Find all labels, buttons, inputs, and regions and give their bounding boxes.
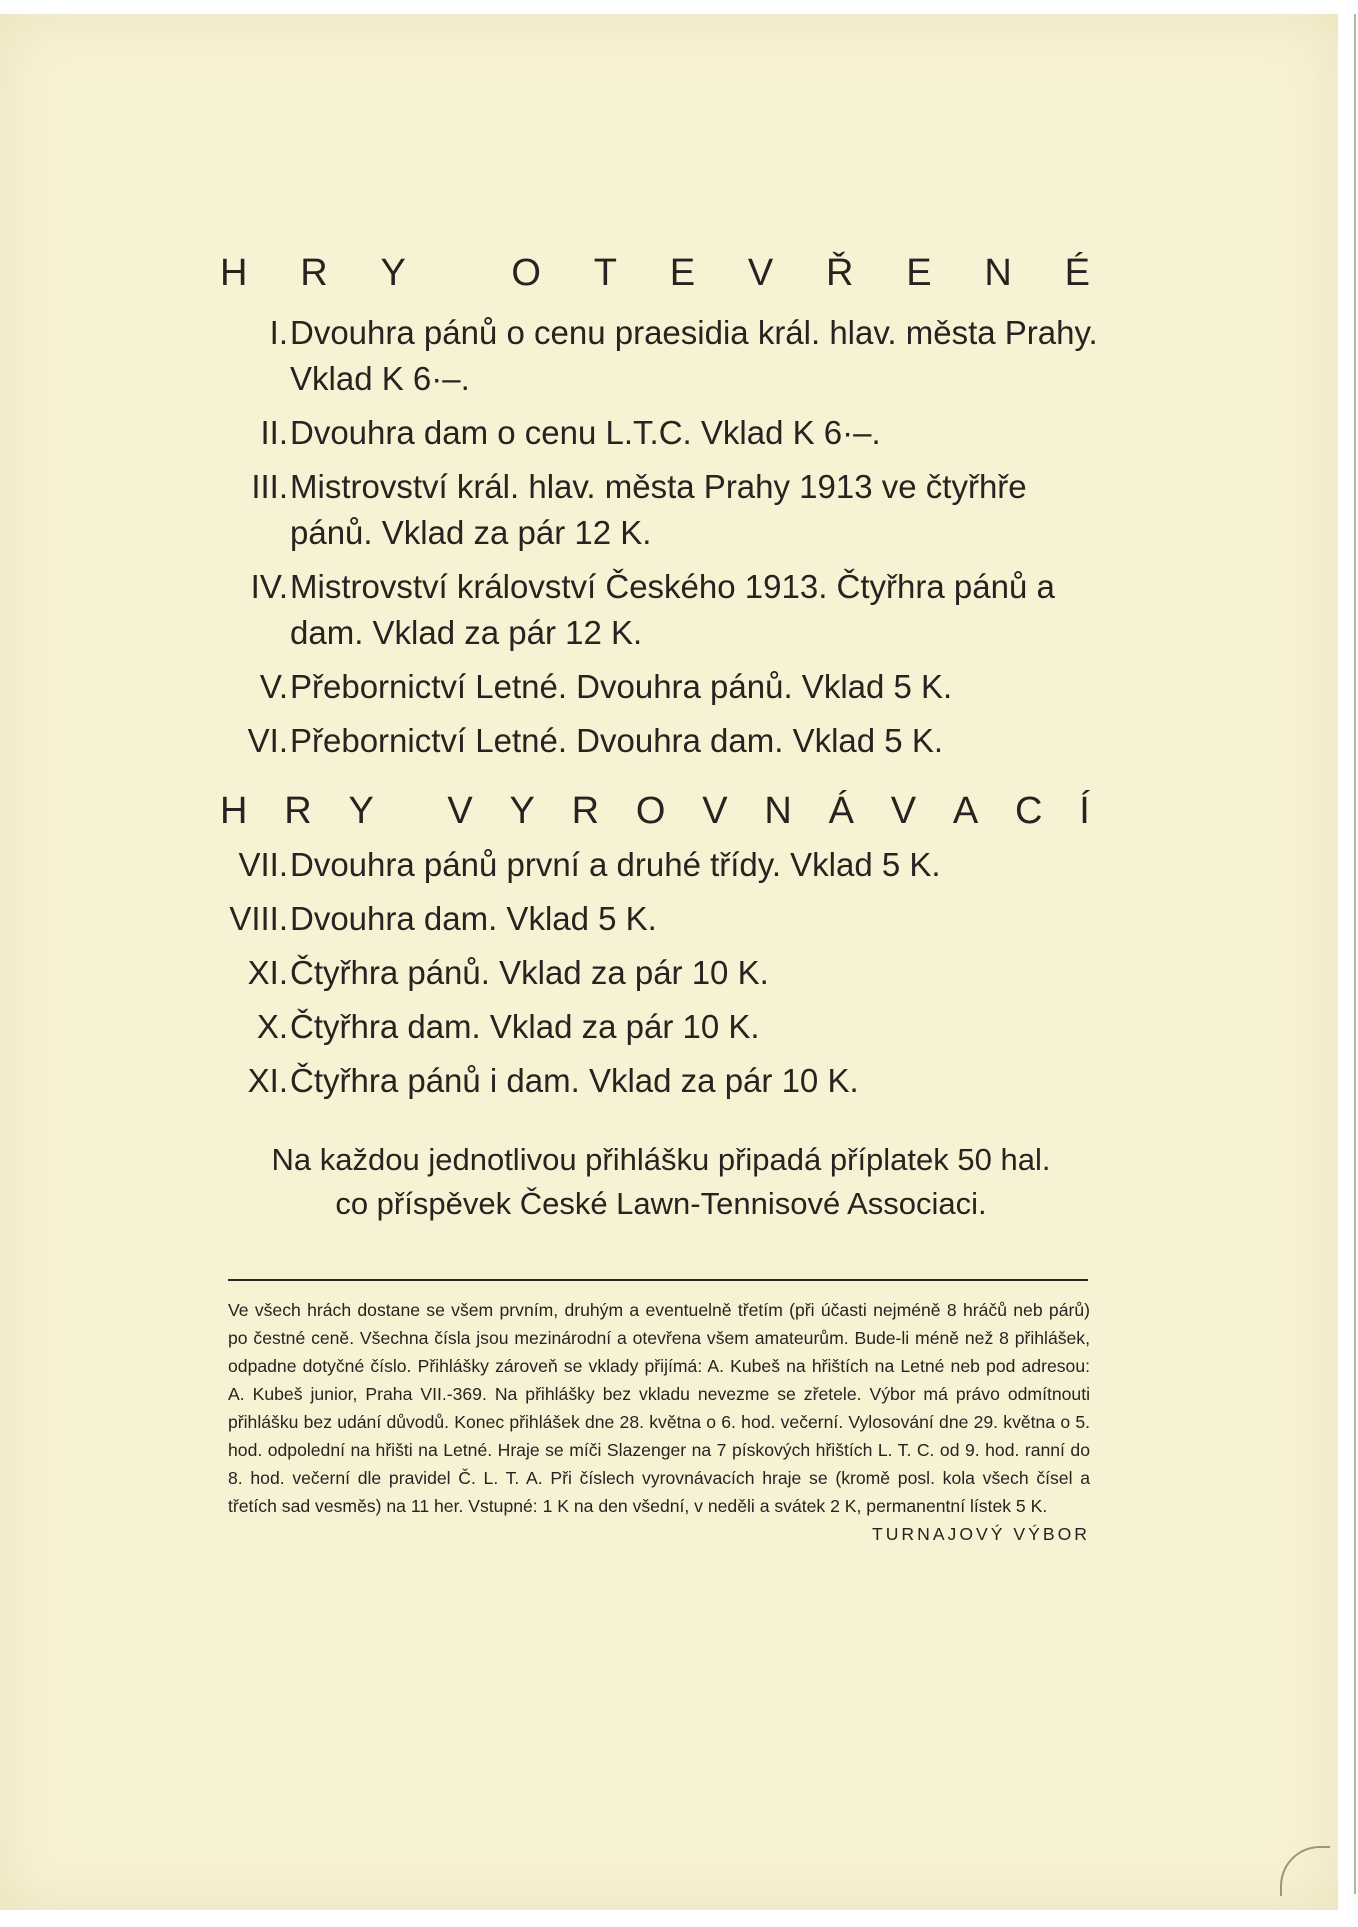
heading-letter: O: [635, 790, 666, 832]
item-number: II.: [260, 414, 288, 451]
heading-letter: V: [890, 790, 917, 832]
item-text: Čtyřhra pánů. Vklad za pár 10 K.: [290, 954, 769, 991]
list-item: [220, 664, 1100, 710]
heading-letter: N: [764, 790, 792, 832]
heading-letter: Ř: [826, 252, 854, 294]
item-number: IV.: [250, 568, 288, 605]
paper-edge: [1354, 14, 1356, 1894]
item-text: Přebornictví Letné. Dvouhra dam. Vklad 5 K.: [290, 722, 944, 759]
heading-letter: V: [702, 790, 728, 832]
heading-letter: Í: [1079, 790, 1090, 832]
fine-print: [228, 1296, 1090, 1548]
heading-handicap-games: [220, 790, 1090, 833]
heading-letter: E: [906, 252, 932, 294]
item-text: Dvouhra pánů o cenu praesidia král. hlav. města Prahy. Vklad K 6·–.: [290, 314, 1098, 397]
item-text: Přebornictví Letné. Dvouhra pánů. Vklad 5 K.: [290, 668, 953, 705]
list-item: [220, 310, 1100, 402]
item-text: Čtyřhra pánů i dam. Vklad za pár 10 K.: [290, 1062, 859, 1099]
item-number: XI.: [247, 954, 288, 991]
item-text: Mistrovství král. hlav. města Prahy 1913 ve čtyřhře pánů. Vklad za pár 12 K.: [290, 468, 1027, 551]
fine-print-text: Ve všech hrách dostane se všem prvním, druhým a eventuelně třetím (při účasti nejméně 8 hráčů neb párů) po čestné ceně. Všechna čísla jsou mezinárodní a otevřena všem amateurům. Bude-li méně než 8 přihlášek, odpadne dotyčné číslo. Přihlášky zároveň se vklady přijímá: A. Kubeš na hřištích na Letné neb pod adresou: A. Kubeš junior, Praha VII.-369. Na přihlášky bez vkladu nevezme se zřetele. Výbor má právo odmítnouti přihlášku bez udání důvodů. Konec přihlášek dne 28. května o 6. hod. večerní. Vylosování dne 29. května o 5. hod. odpolední na hřišti na Letné. Hraje se míči Slazenger na 7 pískových hřištích L. T. C. od 9. hod. ranní do 8. hod. večerní dle pravidel Č. L. T. A. Při číslech vyrovnávacích hraje se (kromě posl. kola všech čísel a třetích sad vesměs) na 11 her. Vstupné: 1 K na den všední, v neděli a svátek 2 K, permanentní lístek 5 K.: [228, 1300, 1090, 1516]
heading-letter: Á: [828, 790, 854, 832]
list-item: [220, 1004, 1100, 1050]
heading-letter: C: [1015, 790, 1043, 832]
open-games-list: [220, 310, 1100, 772]
heading-letter: H: [220, 252, 248, 294]
heading-letter: O: [511, 252, 541, 294]
item-text: Dvouhra dam o cenu L.T.C. Vklad K 6·–.: [290, 414, 881, 451]
heading-letter: É: [1064, 252, 1090, 294]
list-item: [220, 896, 1100, 942]
surcharge-line-1: Na každou jednotlivou přihlášku připadá příplatek 50 hal.: [271, 1142, 1051, 1177]
signature: TURNAJOVÝ VÝBOR: [871, 1524, 1090, 1544]
item-number: X.: [256, 1008, 288, 1045]
list-item: [220, 410, 1100, 456]
heading-letter: V: [447, 790, 473, 832]
item-text: Dvouhra pánů první a druhé třídy. Vklad 5 K.: [290, 846, 941, 883]
item-number: VI.: [247, 722, 288, 759]
handicap-games-list: [220, 842, 1100, 1112]
item-text: Dvouhra dam. Vklad 5 K.: [290, 900, 657, 937]
heading-letter: T: [593, 252, 617, 294]
surcharge-note: [226, 1138, 1096, 1226]
heading-letter: E: [669, 252, 696, 294]
list-item: [220, 1058, 1100, 1104]
item-number: V.: [259, 668, 288, 705]
heading-letter: Y: [509, 790, 535, 832]
item-number: I.: [269, 314, 288, 351]
heading-letter: N: [984, 252, 1012, 294]
heading-letter: Y: [380, 252, 406, 294]
item-number: III.: [251, 468, 288, 505]
item-number: VIII.: [229, 900, 288, 937]
surcharge-line-2: co příspěvek České Lawn-Tennisové Associaci.: [335, 1186, 987, 1221]
item-number: VII.: [238, 846, 288, 883]
heading-letter: V: [747, 252, 774, 294]
heading-letter: A: [952, 790, 979, 832]
heading-letter: R: [300, 252, 328, 294]
heading-open-games: [220, 252, 1090, 295]
list-item: [220, 842, 1100, 888]
list-item: [220, 718, 1100, 764]
list-item: [220, 950, 1100, 996]
heading-letter: Y: [348, 790, 374, 832]
item-number: XI.: [247, 1062, 288, 1099]
heading-letter: H: [220, 790, 248, 832]
heading-letter: R: [571, 790, 600, 832]
item-text: Mistrovství království Českého 1913. Čtyřhra pánů a dam. Vklad za pár 12 K.: [290, 568, 1055, 651]
divider: [228, 1279, 1088, 1281]
list-item: [220, 564, 1100, 656]
item-text: Čtyřhra dam. Vklad za pár 10 K.: [290, 1008, 760, 1045]
heading-letter: R: [284, 790, 312, 832]
list-item: [220, 464, 1100, 556]
